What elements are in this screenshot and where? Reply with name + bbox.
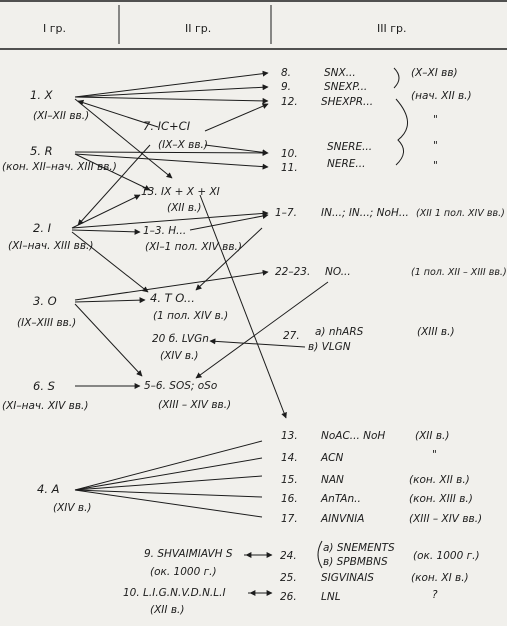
header-rules bbox=[0, 1, 507, 49]
r22-num: 22–23. bbox=[275, 266, 311, 278]
date-b: (нач. XII в.) bbox=[411, 90, 472, 102]
node-5-date: (кон. XII–нач. XIII вв.) bbox=[2, 161, 117, 173]
edge-a-16 bbox=[75, 490, 262, 497]
header-col2: II гр. bbox=[185, 22, 212, 35]
r24-num: 24. bbox=[280, 550, 297, 562]
r15-text: NAN bbox=[321, 474, 344, 486]
r11-num: 11. bbox=[281, 162, 298, 174]
r13-num: 13. bbox=[281, 430, 298, 442]
ditto-2: " bbox=[433, 140, 438, 152]
edge-x-snx bbox=[75, 73, 268, 97]
r8-num: 8. bbox=[281, 67, 292, 79]
r25-date: (кон. XI в.) bbox=[411, 572, 469, 584]
node-10: 10. L.I.G.N.V.D.N.L.I bbox=[123, 587, 226, 599]
brace-right-1 bbox=[394, 68, 399, 88]
r12-text: SHEXPR... bbox=[321, 96, 374, 108]
r27-date: (XIII в.) bbox=[417, 326, 455, 338]
edge-o-to bbox=[75, 300, 145, 302]
r25-text: SIGVINAIS bbox=[321, 572, 374, 584]
node-1-x: 1. X bbox=[30, 88, 53, 102]
edge-a-17 bbox=[75, 490, 262, 517]
node-10-date: (XII в.) bbox=[150, 604, 185, 616]
r24-b: в) SPBMBNS bbox=[323, 556, 388, 568]
ditto-1: " bbox=[433, 114, 438, 126]
node-5-r: 5. R bbox=[30, 144, 53, 158]
node-13-date: (XII в.) bbox=[167, 202, 202, 214]
node-5-6-date: (XIII – XIV вв.) bbox=[158, 399, 232, 411]
node-7: 7. IC+CI bbox=[143, 119, 191, 133]
r24-a: а) SNEMENTS bbox=[323, 542, 395, 554]
r22-text: NO... bbox=[325, 266, 351, 278]
r13-date: (XII в.) bbox=[415, 430, 450, 442]
edge-a-14 bbox=[75, 458, 262, 490]
brace-24 bbox=[318, 541, 322, 568]
ditto-4: " bbox=[432, 449, 437, 461]
edge-x-shexpr bbox=[75, 97, 268, 101]
r1-7-text: IN...; IN...; NoH... bbox=[321, 207, 409, 219]
edge-7-snere bbox=[205, 145, 268, 153]
r1-7-date: (XII 1 пол. XIV вв.) bbox=[416, 208, 505, 219]
node-5-6: 5–6. SOS; oSo bbox=[144, 380, 218, 392]
node-2-date: (XI–нач. XIII вв.) bbox=[8, 240, 94, 252]
ditto-3: " bbox=[433, 160, 438, 172]
header-col1: I гр. bbox=[43, 22, 66, 35]
r9-text: SNEXP... bbox=[324, 81, 368, 93]
r27-num: 27. bbox=[283, 330, 300, 342]
node-4-date: (XIV в.) bbox=[53, 502, 92, 514]
r11-text: NERE... bbox=[327, 158, 366, 170]
node-3-o: 3. O bbox=[33, 294, 57, 308]
r12-num: 12. bbox=[281, 96, 298, 108]
node-9-date: (ок. 1000 г.) bbox=[150, 566, 217, 578]
r26-num: 26. bbox=[280, 591, 297, 603]
node-1-3: 1–3. H... bbox=[143, 225, 187, 237]
node-mid-4: 4. T O... bbox=[150, 291, 195, 305]
r10-num: 10. bbox=[281, 148, 298, 160]
r27-a: а) nhARS bbox=[315, 326, 364, 338]
edge-i-n13 bbox=[72, 195, 140, 228]
node-9: 9. SHVAIMIAVH S bbox=[144, 548, 233, 560]
node-20: 20 б. LVGn bbox=[152, 333, 209, 345]
r17-text: AINVNIA bbox=[321, 513, 365, 525]
r14-text: ACN bbox=[321, 452, 344, 464]
edge-7-shexpr bbox=[205, 104, 268, 131]
node-2-i: 2. I bbox=[33, 221, 52, 235]
node-20-date: (XIV в.) bbox=[160, 350, 199, 362]
node-1-3-date: (XI–1 пол. XIV вв.) bbox=[145, 241, 242, 253]
r15-date: (кон. XII в.) bbox=[409, 474, 470, 486]
node-6-date: (XI–нач. XIV вв.) bbox=[2, 400, 89, 412]
edge-r-snere bbox=[75, 152, 268, 153]
r16-text: AnTAn.. bbox=[321, 493, 361, 505]
node-7-date: (IX–X вв.) bbox=[158, 139, 208, 151]
r16-date: (кон. XIII в.) bbox=[409, 493, 473, 505]
r27-b: в) VLGN bbox=[308, 341, 351, 353]
r17-date: (XIII – XIV вв.) bbox=[409, 513, 483, 525]
brace-right-2 bbox=[396, 99, 408, 165]
r26-text: LNL bbox=[321, 591, 341, 603]
r1-7-num: 1–7. bbox=[275, 207, 297, 219]
node-3-date: (IX–XIII вв.) bbox=[17, 317, 77, 329]
r25-num: 25. bbox=[280, 572, 297, 584]
r16-num: 16. bbox=[281, 493, 298, 505]
r9-num: 9. bbox=[281, 81, 292, 93]
edge-h-in bbox=[190, 215, 268, 230]
r26-question: ? bbox=[432, 589, 438, 601]
date-a: (X–XI вв) bbox=[411, 67, 458, 79]
node-4-a: 4. A bbox=[37, 482, 60, 496]
r24-date: (ок. 1000 г.) bbox=[413, 550, 480, 562]
r17-num: 17. bbox=[281, 513, 298, 525]
edge-i-h bbox=[72, 230, 140, 232]
r13-text: NoAC... NoH bbox=[321, 430, 386, 442]
node-6-s: 6. S bbox=[33, 379, 55, 393]
r8-text: SNX... bbox=[324, 67, 356, 79]
r15-num: 15. bbox=[281, 474, 298, 486]
edge-x-snexp bbox=[75, 87, 268, 97]
r10-text: SNERE... bbox=[327, 141, 373, 153]
header-col3: III гр. bbox=[377, 22, 407, 35]
r14-num: 14. bbox=[281, 452, 298, 464]
node-mid-4-date: (1 пол. XIV в.) bbox=[153, 310, 229, 322]
node-1-date: (XI–XII вв.) bbox=[33, 110, 90, 122]
edge-in-to bbox=[196, 228, 262, 290]
edge-no-sos bbox=[196, 282, 328, 378]
r22-date: (1 пол. XII – XIII вв.) bbox=[411, 267, 507, 278]
edge-o-sos bbox=[75, 304, 142, 376]
node-13: 13. IX + X + XI bbox=[141, 186, 220, 198]
